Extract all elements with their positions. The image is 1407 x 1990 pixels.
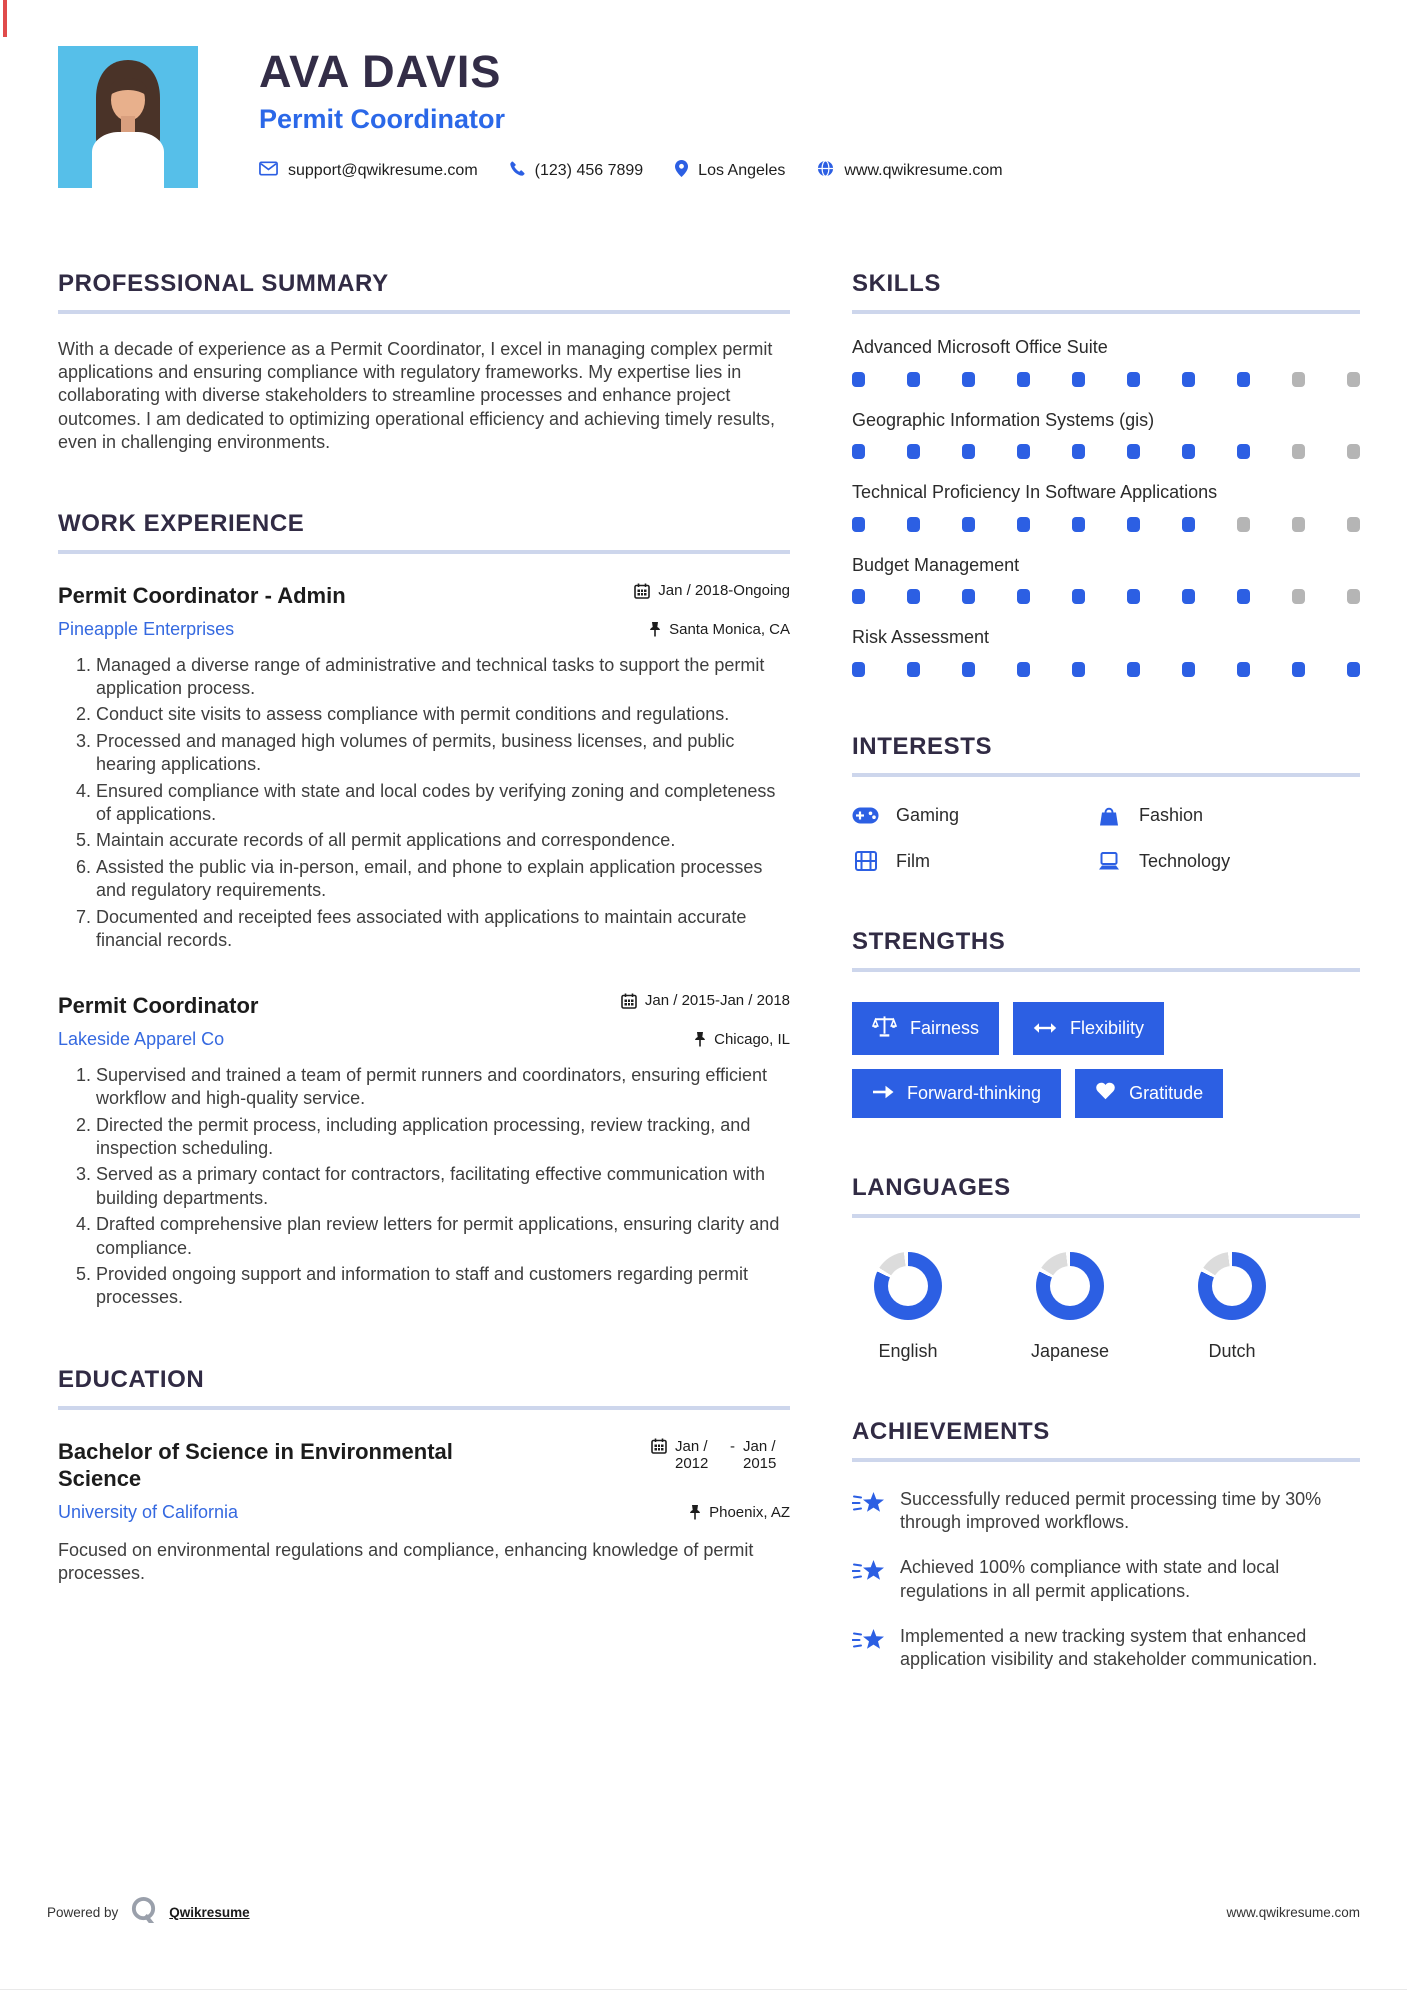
contact-phone[interactable] xyxy=(510,161,644,181)
laptop-icon xyxy=(1095,852,1122,871)
skill-dot-empty xyxy=(1292,517,1305,532)
skill-dot-empty xyxy=(1347,444,1360,459)
skill-dot-filled xyxy=(962,662,975,677)
skill-dot-filled xyxy=(852,517,865,532)
professional-summary-section xyxy=(58,270,790,454)
section-rule-divider xyxy=(852,310,1360,314)
interest-label: Film xyxy=(896,850,930,871)
school-link[interactable]: University of California xyxy=(58,1501,239,1522)
shooting-star-icon xyxy=(852,1558,885,1603)
skill-dot-filled xyxy=(1182,662,1195,677)
skill-label: Budget Management xyxy=(852,554,1020,575)
job-location-text: Chicago, IL xyxy=(714,1030,790,1048)
skill-dot-filled xyxy=(962,517,975,532)
skill-dot-filled xyxy=(1072,444,1085,459)
skill-dot-filled xyxy=(1127,372,1140,387)
footer-site-url: www.qwikresume.com xyxy=(1226,1904,1360,1920)
interest-label: Fashion xyxy=(1139,805,1204,825)
job-location xyxy=(649,621,790,638)
job-bullet-list xyxy=(58,654,790,953)
skill-rating-dots xyxy=(852,589,1360,604)
powered-by-text: Powered by xyxy=(47,1904,119,1920)
company-link[interactable]: Lakeside Apparel Co xyxy=(58,1028,225,1049)
shooting-star-icon xyxy=(852,1627,885,1672)
bullet-item: 3. Served as a primary contact for contractors, facilitating effective communication with building departments. xyxy=(96,1163,790,1210)
skill-dot-empty xyxy=(1292,372,1305,387)
language-label: Japanese xyxy=(1030,1340,1110,1361)
achievement-text: Achieved 100% compliance with state and local regulations in all permit applications. xyxy=(900,1557,1280,1601)
strength-badge xyxy=(1075,1069,1223,1118)
summary-heading: PROFESSIONAL SUMMARY xyxy=(58,270,389,297)
education-entry xyxy=(58,1438,790,1586)
skill-dot-empty xyxy=(1292,444,1305,459)
candidate-name: AVA DAVIS xyxy=(259,46,502,97)
job-location xyxy=(694,1031,790,1048)
achievements-heading: ACHIEVEMENTS xyxy=(852,1417,1050,1445)
skill-dot-filled xyxy=(962,444,975,459)
skill-dot-filled xyxy=(1182,517,1195,532)
skill-dot-filled xyxy=(1017,372,1030,387)
pushpin-icon xyxy=(649,621,661,637)
strengths-heading: STRENGTHS xyxy=(852,927,1006,955)
contact-location-text: Los Angeles xyxy=(698,162,786,180)
contact-website-text: www.qwikresume.com xyxy=(844,162,1003,180)
work-heading: WORK EXPERIENCE xyxy=(58,510,305,538)
skill-item xyxy=(852,554,1360,605)
work-experience-section xyxy=(58,510,790,1310)
skill-label: Technical Proficiency In Software Applications xyxy=(852,482,1218,502)
job-location-text: Santa Monica, CA xyxy=(669,620,790,638)
pushpin-icon xyxy=(689,1504,701,1520)
skill-dot-filled xyxy=(907,444,920,459)
job-title: Permit Coordinator xyxy=(58,993,259,1019)
profile-photo-placeholder xyxy=(58,46,198,188)
strength-label: Forward-thinking xyxy=(907,1082,1042,1103)
shooting-star-icon xyxy=(852,1490,885,1535)
skill-dot-filled xyxy=(852,662,865,677)
language-item xyxy=(1176,1252,1288,1362)
strength-label: Fairness xyxy=(910,1017,980,1038)
skill-dot-filled xyxy=(1182,589,1195,604)
job-dates xyxy=(634,582,790,599)
section-rule-divider xyxy=(58,1406,790,1410)
job-title: Permit Coordinator - Admin xyxy=(58,583,346,609)
job-entry xyxy=(58,582,790,952)
bullet-item: 1. Managed a diverse range of administrative and technical tasks to support the permit application process. xyxy=(96,654,790,701)
footer xyxy=(47,1896,1360,1928)
bullet-item: 3. Processed and managed high volumes of permits, business licenses, and public hearing applications. xyxy=(96,730,790,777)
contact-email-text: support@qwikresume.com xyxy=(288,162,478,180)
interest-item xyxy=(1095,851,1360,872)
phone-icon xyxy=(510,161,525,181)
achievement-text: Successfully reduced permit processing time by 30% through improved workflows. xyxy=(900,1488,1322,1532)
skill-dot-empty xyxy=(1347,372,1360,387)
interest-label: Technology xyxy=(1139,850,1231,871)
skill-dot-empty xyxy=(1347,517,1360,532)
skills-section xyxy=(852,270,1360,677)
right-arrow-icon xyxy=(872,1083,894,1104)
bullet-item: 7. Documented and receipted fees associated with applications to maintain accurate financial records. xyxy=(96,906,790,953)
education-heading: EDUCATION xyxy=(58,1365,205,1393)
shopping-bag-icon xyxy=(1095,805,1122,827)
skill-rating-dots xyxy=(852,517,1360,532)
skill-rating-dots xyxy=(852,444,1360,459)
profile-photo xyxy=(58,46,198,188)
header xyxy=(58,46,1360,188)
education-location-text: Phoenix, AZ xyxy=(709,1503,790,1521)
bullet-item: 4. Drafted comprehensive plan review letters for permit applications, ensuring clarity and compliance. xyxy=(96,1213,790,1260)
strength-label: Flexibility xyxy=(1070,1017,1145,1038)
achievements-section xyxy=(852,1418,1360,1672)
skill-dot-filled xyxy=(852,589,865,604)
section-rule-divider xyxy=(852,773,1360,777)
left-right-arrow-icon xyxy=(1033,1018,1057,1039)
education-dates xyxy=(651,1438,790,1473)
calendar-icon xyxy=(621,993,637,1009)
languages-heading: LANGUAGES xyxy=(852,1173,1011,1201)
skill-item xyxy=(852,336,1360,387)
page-corner-mark xyxy=(3,0,7,37)
skill-dot-filled xyxy=(1017,444,1030,459)
education-date-start: Jan / 2012 xyxy=(675,1437,709,1472)
skill-dot-filled xyxy=(907,589,920,604)
skill-dot-filled xyxy=(1182,444,1195,459)
skill-dot-filled xyxy=(907,662,920,677)
education-description: Focused on environmental regulations and compliance, enhancing knowledge of permit processes. xyxy=(58,1539,754,1584)
skill-dot-filled xyxy=(907,372,920,387)
skill-dot-filled xyxy=(1182,372,1195,387)
scales-icon xyxy=(872,1015,897,1042)
candidate-job-title: Permit Coordinator xyxy=(259,104,506,135)
skill-dot-filled xyxy=(852,444,865,459)
company-link[interactable]: Pineapple Enterprises xyxy=(58,618,235,639)
skill-dot-filled xyxy=(1347,662,1360,677)
achievement-item xyxy=(852,1488,1360,1535)
skill-label: Geographic Information Systems (gis) xyxy=(852,409,1155,430)
education-date-end: Jan / 2015 xyxy=(743,1437,777,1472)
degree-title: Bachelor of Science in Environmental Science xyxy=(58,1438,453,1492)
language-donut-chart xyxy=(874,1252,942,1320)
languages-section xyxy=(852,1174,1360,1362)
skill-dot-filled xyxy=(1127,662,1140,677)
qwikresume-logo-icon xyxy=(130,1896,157,1928)
skill-dot-empty xyxy=(1237,517,1250,532)
contact-email[interactable] xyxy=(259,161,478,181)
section-rule-divider xyxy=(852,968,1360,972)
strength-badge xyxy=(852,1002,999,1055)
language-item xyxy=(852,1252,964,1362)
contact-phone-text: (123) 456 7899 xyxy=(534,162,644,180)
interest-label: Gaming xyxy=(896,805,960,825)
contact-website[interactable] xyxy=(817,160,1002,182)
gamepad-icon xyxy=(852,807,879,824)
education-section xyxy=(58,1366,790,1586)
strength-badge xyxy=(1013,1002,1164,1055)
heart-icon xyxy=(1095,1082,1116,1105)
job-dates-text: Jan / 2015-Jan / 2018 xyxy=(644,992,790,1010)
skill-dot-filled xyxy=(1072,589,1085,604)
bullet-item: 1. Supervised and trained a team of permit runners and coordinators, ensuring efficient workflow and high-quality service. xyxy=(96,1064,790,1111)
interest-item xyxy=(1095,805,1360,827)
summary-text: With a decade of experience as a Permit Coordinator, I excel in managing complex permit applications and ensuring compliance with regulatory frameworks. My expertise lies in collaborating with diverse stakeholders to streamline processes and enhance project outcomes. I am dedicated to optimizing operational efficiency and achieving timely results, even in challenging environments. xyxy=(58,339,776,452)
education-location xyxy=(689,1504,790,1521)
skill-dot-filled xyxy=(1237,444,1250,459)
skill-dot-filled xyxy=(962,589,975,604)
skill-label: Risk Assessment xyxy=(852,627,990,647)
job-bullet-list xyxy=(58,1064,790,1310)
skill-dot-filled xyxy=(1127,589,1140,604)
skill-dot-filled xyxy=(1072,662,1085,677)
skill-item xyxy=(852,409,1360,460)
skill-rating-dots xyxy=(852,662,1360,677)
job-entry xyxy=(58,992,790,1309)
strength-label: Gratitude xyxy=(1129,1082,1204,1103)
location-pin-icon xyxy=(675,160,688,182)
skill-dot-filled xyxy=(1017,517,1030,532)
skill-item xyxy=(852,481,1360,532)
job-dates xyxy=(621,992,790,1009)
interest-item xyxy=(852,851,1095,872)
skill-item xyxy=(852,626,1360,677)
skill-dot-filled xyxy=(1237,372,1250,387)
skill-dot-filled xyxy=(1292,662,1305,677)
interests-section xyxy=(852,733,1360,872)
skill-dot-filled xyxy=(1237,589,1250,604)
skill-dot-empty xyxy=(1292,589,1305,604)
bullet-item: 4. Ensured compliance with state and local codes by verifying zoning and completeness of applications. xyxy=(96,780,790,827)
bullet-item: 2. Conduct site visits to assess compliance with permit conditions and regulations. xyxy=(96,703,790,726)
interest-item xyxy=(852,805,1095,827)
section-rule-divider xyxy=(852,1458,1360,1462)
calendar-icon xyxy=(651,1438,667,1454)
education-date-separator: - xyxy=(730,1437,735,1455)
skill-dot-filled xyxy=(1017,662,1030,677)
job-dates-text: Jan / 2018-Ongoing xyxy=(658,582,790,600)
skill-dot-filled xyxy=(852,372,865,387)
section-rule-divider xyxy=(58,550,790,554)
achievement-text: Implemented a new tracking system that enhanced application visibility and stakeholder communication. xyxy=(900,1626,1318,1670)
skill-dot-empty xyxy=(1347,589,1360,604)
bullet-item: 6. Assisted the public via in-person, email, and phone to explain application processes and regulatory requirements. xyxy=(96,856,790,903)
contact-row xyxy=(259,160,1003,182)
skill-rating-dots xyxy=(852,372,1360,387)
email-icon xyxy=(259,161,278,181)
achievement-item xyxy=(852,1556,1360,1603)
film-icon xyxy=(852,851,879,871)
section-rule-divider xyxy=(58,310,790,314)
skill-dot-filled xyxy=(1127,517,1140,532)
strengths-section xyxy=(852,928,1360,1118)
skill-dot-filled xyxy=(1127,444,1140,459)
skill-dot-filled xyxy=(1072,372,1085,387)
skill-label: Advanced Microsoft Office Suite xyxy=(852,337,1108,357)
bullet-item: 5. Provided ongoing support and information to staff and customers regarding permit processes. xyxy=(96,1263,790,1310)
strength-badge xyxy=(852,1069,1061,1118)
skill-dot-filled xyxy=(1237,662,1250,677)
calendar-icon xyxy=(634,583,650,599)
achievement-item xyxy=(852,1625,1360,1672)
pushpin-icon xyxy=(694,1031,706,1047)
language-donut-chart xyxy=(1198,1252,1266,1320)
globe-icon xyxy=(817,160,834,182)
qwikresume-link[interactable]: Qwikresume xyxy=(169,1904,250,1920)
bullet-item: 5. Maintain accurate records of all permit applications and correspondence. xyxy=(96,829,790,852)
bullet-item: 2. Directed the permit process, including application processing, review tracking, and inspection scheduling. xyxy=(96,1114,790,1161)
language-label: English xyxy=(878,1340,938,1361)
language-label: Dutch xyxy=(1208,1340,1256,1361)
language-item xyxy=(1014,1252,1126,1362)
language-donut-chart xyxy=(1036,1252,1104,1320)
contact-location xyxy=(675,160,785,182)
skill-dot-filled xyxy=(962,372,975,387)
skill-dot-filled xyxy=(907,517,920,532)
skill-dot-filled xyxy=(1072,517,1085,532)
skill-dot-filled xyxy=(1017,589,1030,604)
skills-heading: SKILLS xyxy=(852,270,941,297)
section-rule-divider xyxy=(852,1214,1360,1218)
interests-heading: INTERESTS xyxy=(852,732,993,760)
